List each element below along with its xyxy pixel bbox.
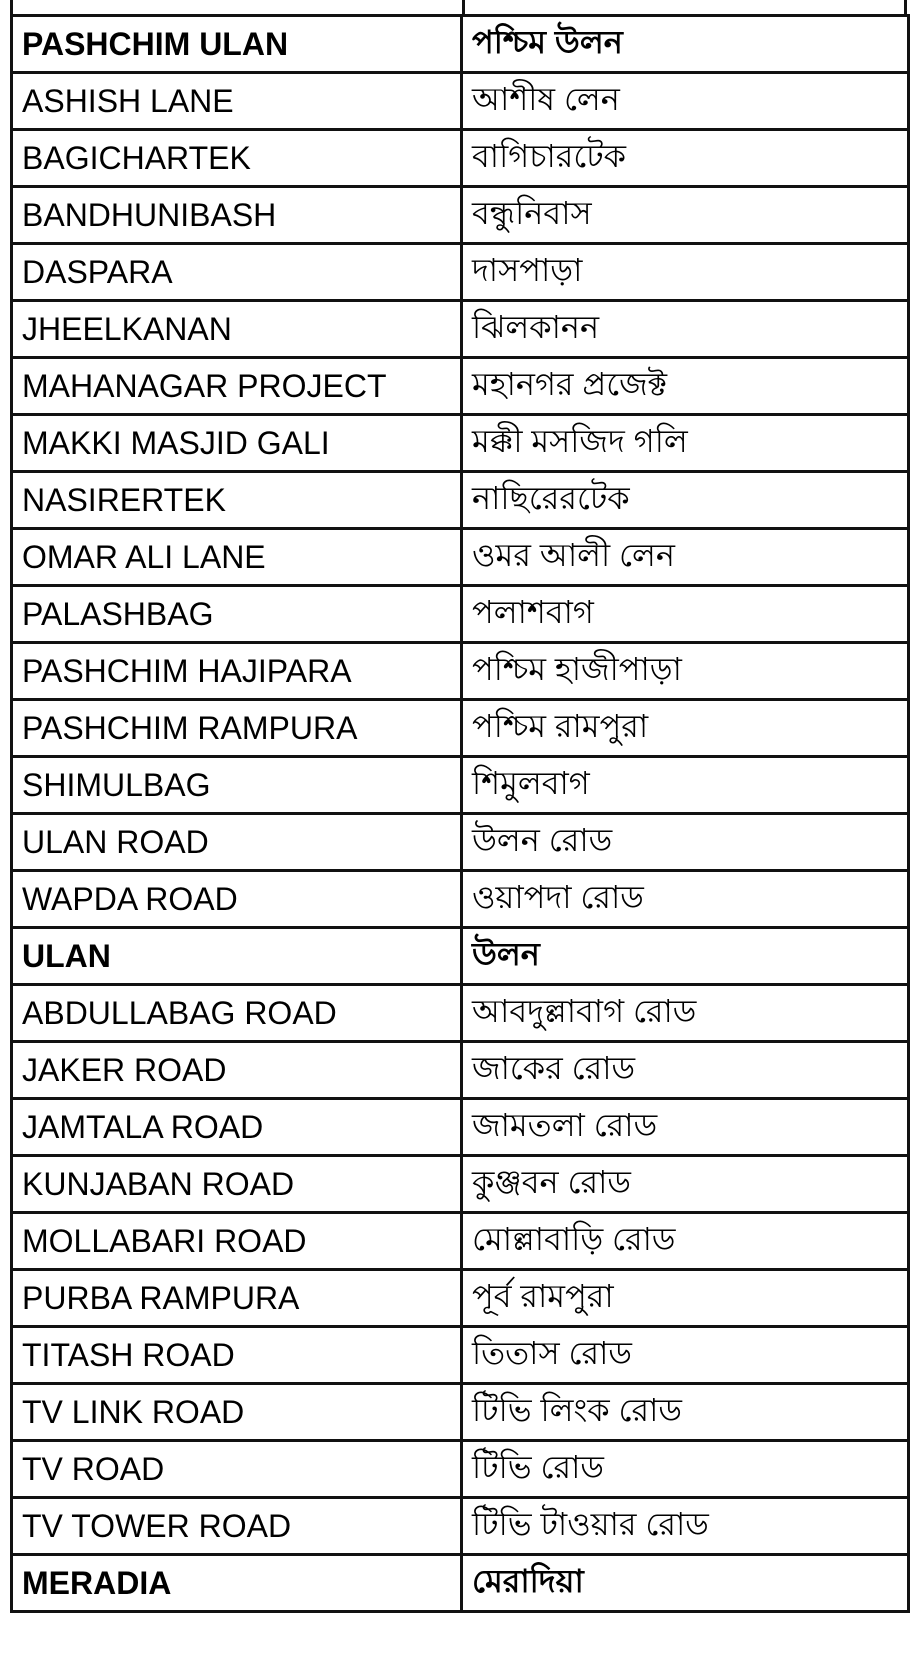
- table-row: [12, 586, 909, 643]
- bengali-name-cell: শিমুলবাগ: [462, 757, 909, 814]
- english-name-cell: MAKKI MASJID GALI: [12, 415, 462, 472]
- bengali-name-cell: তিতাস রোড: [462, 1327, 909, 1384]
- bengali-name-cell: পলাশবাগ: [462, 586, 909, 643]
- bengali-name-cell: মক্কী মসজিদ গলি: [462, 415, 909, 472]
- bengali-name-cell: বাগিচারটেক: [462, 130, 909, 187]
- table-row: [12, 1498, 909, 1555]
- bengali-name-cell: আশীষ লেন: [462, 73, 909, 130]
- table-row: [12, 985, 909, 1042]
- english-name-cell: JAMTALA ROAD: [12, 1099, 462, 1156]
- bengali-name-cell: পূর্ব রামপুরা: [462, 1270, 909, 1327]
- area-name-table: [10, 14, 910, 1613]
- section-heading-row: [12, 16, 909, 73]
- table-row: [12, 1156, 909, 1213]
- table-row: [12, 1213, 909, 1270]
- bengali-name-cell: পশ্চিম রামপুরা: [462, 700, 909, 757]
- column-divider: [462, 0, 465, 14]
- bengali-name-cell: জাকের রোড: [462, 1042, 909, 1099]
- english-name-cell: PURBA RAMPURA: [12, 1270, 462, 1327]
- bengali-name-cell: ওমর আলী লেন: [462, 529, 909, 586]
- english-name-cell: JHEELKANAN: [12, 301, 462, 358]
- english-name-cell: ULAN ROAD: [12, 814, 462, 871]
- bengali-name-cell: উলন: [462, 928, 909, 985]
- section-heading-row: [12, 928, 909, 985]
- english-name-cell: BANDHUNIBASH: [12, 187, 462, 244]
- table-row: [12, 301, 909, 358]
- table-row: [12, 130, 909, 187]
- table-row: [12, 757, 909, 814]
- english-name-cell: PASHCHIM HAJIPARA: [12, 643, 462, 700]
- table-body: [12, 16, 909, 1612]
- table-row: [12, 700, 909, 757]
- english-name-cell: TITASH ROAD: [12, 1327, 462, 1384]
- bengali-name-cell: টিভি লিংক রোড: [462, 1384, 909, 1441]
- table-row: [12, 814, 909, 871]
- bengali-name-cell: মোল্লাবাড়ি রোড: [462, 1213, 909, 1270]
- english-name-cell: ABDULLABAG ROAD: [12, 985, 462, 1042]
- bengali-name-cell: দাসপাড়া: [462, 244, 909, 301]
- table-row: [12, 244, 909, 301]
- english-name-cell: PALASHBAG: [12, 586, 462, 643]
- bengali-name-cell: জামতলা রোড: [462, 1099, 909, 1156]
- english-name-cell: ASHISH LANE: [12, 73, 462, 130]
- section-heading-row: [12, 1555, 909, 1612]
- english-name-cell: WAPDA ROAD: [12, 871, 462, 928]
- bengali-name-cell: বন্ধুনিবাস: [462, 187, 909, 244]
- table-row: [12, 643, 909, 700]
- bengali-name-cell: ঝিলকানন: [462, 301, 909, 358]
- table-row: [12, 1099, 909, 1156]
- bengali-name-cell: টিভি টাওয়ার রোড: [462, 1498, 909, 1555]
- table-row: [12, 187, 909, 244]
- english-name-cell: TV TOWER ROAD: [12, 1498, 462, 1555]
- english-name-cell: BAGICHARTEK: [12, 130, 462, 187]
- bengali-name-cell: মেরাদিয়া: [462, 1555, 909, 1612]
- table-row: [12, 415, 909, 472]
- bengali-name-cell: টিভি রোড: [462, 1441, 909, 1498]
- english-name-cell: MOLLABARI ROAD: [12, 1213, 462, 1270]
- table-row: [12, 472, 909, 529]
- table-row: [12, 1270, 909, 1327]
- english-name-cell: MERADIA: [12, 1555, 462, 1612]
- english-name-cell: SHIMULBAG: [12, 757, 462, 814]
- table-row: [12, 1384, 909, 1441]
- english-name-cell: DASPARA: [12, 244, 462, 301]
- english-name-cell: JAKER ROAD: [12, 1042, 462, 1099]
- english-name-cell: TV ROAD: [12, 1441, 462, 1498]
- bengali-name-cell: নাছিরেরটেক: [462, 472, 909, 529]
- table-row: [12, 1441, 909, 1498]
- bengali-name-cell: কুঞ্জবন রোড: [462, 1156, 909, 1213]
- table-top-edge: [10, 0, 907, 14]
- english-name-cell: ULAN: [12, 928, 462, 985]
- bengali-name-cell: ওয়াপদা রোড: [462, 871, 909, 928]
- english-name-cell: TV LINK ROAD: [12, 1384, 462, 1441]
- table-row: [12, 73, 909, 130]
- bengali-name-cell: পশ্চিম হাজীপাড়া: [462, 643, 909, 700]
- bengali-name-cell: মহানগর প্রজেক্ট: [462, 358, 909, 415]
- english-name-cell: MAHANAGAR PROJECT: [12, 358, 462, 415]
- table-row: [12, 529, 909, 586]
- bengali-name-cell: আবদুল্লাবাগ রোড: [462, 985, 909, 1042]
- english-name-cell: KUNJABAN ROAD: [12, 1156, 462, 1213]
- table-row: [12, 1042, 909, 1099]
- bengali-name-cell: উলন রোড: [462, 814, 909, 871]
- english-name-cell: PASHCHIM RAMPURA: [12, 700, 462, 757]
- english-name-cell: OMAR ALI LANE: [12, 529, 462, 586]
- bengali-name-cell: পশ্চিম উলন: [462, 16, 909, 73]
- table-row: [12, 1327, 909, 1384]
- table-row: [12, 871, 909, 928]
- table-row: [12, 358, 909, 415]
- english-name-cell: NASIRERTEK: [12, 472, 462, 529]
- english-name-cell: PASHCHIM ULAN: [12, 16, 462, 73]
